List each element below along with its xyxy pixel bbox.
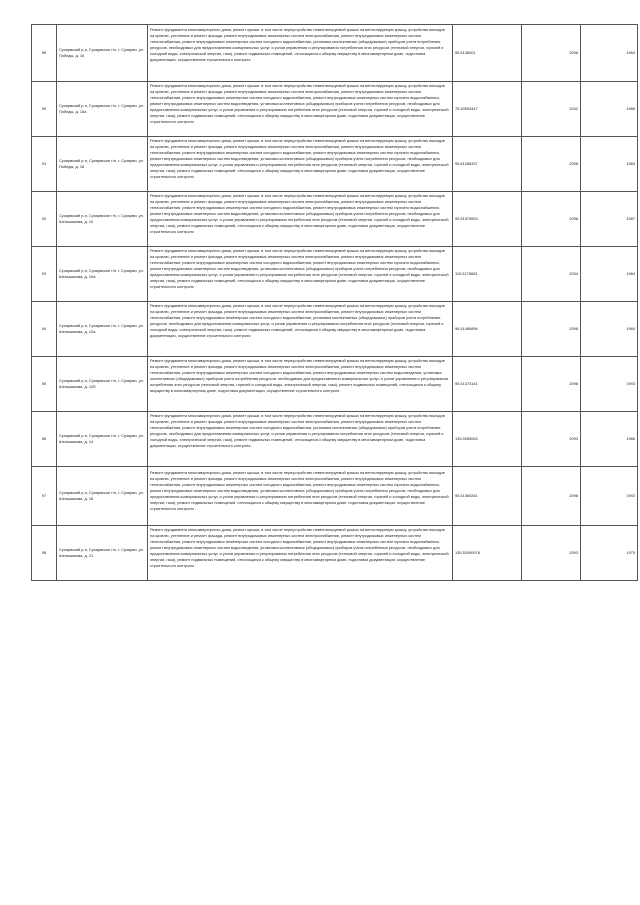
- row-area: 115.5175653: [453, 247, 522, 302]
- row-cost: 2098: [522, 25, 581, 82]
- row-area: 95.51473141: [453, 357, 522, 412]
- row-address: Суоярвский р-н, Суоярвское г/п, г. Суоярви, ул. Победы, д. 16: [57, 25, 148, 82]
- row-cost: 2093: [522, 526, 581, 581]
- row-year: 1986: [581, 412, 638, 467]
- row-cost: 2098: [522, 302, 581, 357]
- row-cost: 2042: [522, 82, 581, 137]
- works-table: [31, 24, 638, 581]
- row-area: 95.51365261: [453, 467, 522, 526]
- row-number: 97: [32, 467, 57, 526]
- row-address: Суоярвский р-н, Суоярвское г/п, г. Суоярви, ул. Победы, д. 16а: [57, 82, 148, 137]
- row-year: 1983: [581, 137, 638, 192]
- row-cost: 2098: [522, 192, 581, 247]
- row-works-text: Ремонт фундамента многоквартирного дома, ремонт крыши, в том числе переустройство невентилируемой крыши на вентилируемую крышу, устройство выходов на кровлю, утепление и ремонт фасада, ремонт внутридомовых инженерных систем электроснабжения, ремонт внутридомовых инженерных систем теплоснабжения, ремонт внутридомовых инженерных систем холодного водоснабжения, ремонт внутридомовых инженерных систем горячего водоснабжения, ремонт внутридомовых инженерных систем водоотведения, установка коллективных (общедомовых) приборов учета потребления ресурсов, необходимых для предоставления коммунальных услуг, и узлов управления и регулирования потребления этих ресурсов (тепловой энергии, горячей и холодной воды, электрической энергии, газа), ремонт подвальных помещений, относящихся к общему имуществу в многоквартирном доме, подготовка документации, осуществление строительного контроля: [150, 83, 449, 124]
- row-works-text: Ремонт фундамента многоквартирного дома, ремонт крыши, в том числе переустройство невентилируемой крыши на вентилируемую крышу, устройство выходов на кровлю, утепление и ремонт фасада, ремонт внутридомовых инженерных систем электроснабжения, ремонт внутридомовых инженерных систем теплоснабжения, ремонт внутридомовых инженерных систем холодного водоснабжения, установка коллективных (общедомовых) приборов учета потребления ресурсов, необходимых для предоставления коммунальных услуг, и узлов управления и регулирования потребления этих ресурсов (тепловой энергии, горячей и холодной воды, электрической энергии, газа), ремонт подвальных помещений, относящихся к общему имуществу в многоквартирном доме, подготовка документации, осуществление строительного контроля: [150, 27, 445, 62]
- row-area: 135.52950976: [453, 526, 522, 581]
- row-year: 1993: [581, 357, 638, 412]
- row-cost: 2098: [522, 357, 581, 412]
- row-works-text: Ремонт фундамента многоквартирного дома, ремонт крыши, в том числе переустройство невентилируемой крыши на вентилируемую крышу, устройство выходов на кровлю, утепление и ремонт фасада, ремонт внутридомовых инженерных систем электроснабжения, ремонт внутридомовых инженерных систем теплоснабжения, ремонт внутридомовых инженерных систем холодного водоснабжения, установка коллективных (общедомовых) приборов учета потребления ресурсов, необходимых для предоставления коммунальных услуг, и узлов управления и регулирования потребления этих ресурсов (тепловой энергии, горячей и холодной воды, электрической энергии, газа), ремонт подвальных помещений, относящихся к общему имуществу в многоквартирном доме, подготовка документации, осуществление строительного контроля: [150, 413, 445, 448]
- table-row: [32, 25, 638, 82]
- table-row: [32, 302, 638, 357]
- row-address: Суоярвский р-н, Суоярвское г/п, г. Суоярви, ул. Победы, д. 18: [57, 137, 148, 192]
- table-row: [32, 526, 638, 581]
- row-address: Суоярвский р-н, Суоярвское г/п, г. Суоярви, ул. Шельшакова, д. 21: [57, 526, 148, 581]
- row-number: 94: [32, 302, 57, 357]
- row-address: Суоярвский р-н, Суоярвское г/п, г. Суоярви, ул. Шельшакова, д. 10: [57, 192, 148, 247]
- table-row: [32, 247, 638, 302]
- row-works-text: Ремонт фундамента многоквартирного дома, ремонт крыши, в том числе переустройство невентилируемой крыши на вентилируемую крышу, устройство выходов на кровлю, утепление и ремонт фасада, ремонт внутридомовых инженерных систем электроснабжения, ремонт внутридомовых инженерных систем теплоснабжения, ремонт внутридомовых инженерных систем холодного водоснабжения, ремонт внутридомовых инженерных систем горячего водоснабжения, ремонт внутридомовых инженерных систем водоотведения, установка коллективных (общедомовых) приборов учета потребления ресурсов, необходимых для предоставления коммунальных услуг, и узлов управления и регулирования потребления этих ресурсов (тепловой энергии, горячей и холодной воды, электрической энергии, газа), ремонт подвальных помещений, относящихся к общему имуществу в многоквартирном доме, подготовка документации, осуществление строительного контроля: [150, 193, 449, 234]
- row-address: Суоярвский р-н, Суоярвское г/п, г. Суоярви, ул. Шельшакова, д. 14: [57, 412, 148, 467]
- row-works-text: Ремонт фундамента многоквартирного дома, ремонт крыши, в том числе переустройство невентилируемой крыши на вентилируемую крышу, устройство выходов на кровлю, утепление и ремонт фасада, ремонт внутридомовых инженерных систем электроснабжения, ремонт внутридомовых инженерных систем теплоснабжения, ремонт внутридомовых инженерных систем холодного водоснабжения, ремонт внутридомовых инженерных систем горячего водоснабжения, ремонт внутридомовых инженерных систем водоотведения, установка коллективных (общедомовых) приборов учета потребления ресурсов, необходимых для предоставления коммунальных услуг, и узлов управления и регулирования потребления этих ресурсов (тепловой энергии, горячей и холодной воды, электрической энергии, газа), ремонт подвальных помещений, относящихся к общему имуществу в многоквартирном доме, подготовка документации, осуществление строительного контроля: [150, 527, 449, 568]
- row-works-text: Ремонт фундамента многоквартирного дома, ремонт крыши, в том числе переустройство невентилируемой крыши на вентилируемую крышу, устройство выходов на кровлю, утепление и ремонт фасада, ремонт внутридомовых инженерных систем электроснабжения, ремонт внутридомовых инженерных систем теплоснабжения, ремонт внутридомовых инженерных систем холодного водоснабжения, ремонт внутридомовых инженерных систем горячего водоснабжения, ремонт внутридомовых инженерных систем водоотведения, установка коллективных (общедомовых) приборов учета потребления ресурсов, необходимых для предоставления коммунальных услуг, и узлов управления и регулирования потребления этих ресурсов (тепловой энергии, горячей и холодной воды, электрической энергии, газа), ремонт подвальных помещений, относящихся к общему имуществу в многоквартирном доме, подготовка документации, осуществление строительного контроля: [150, 470, 449, 511]
- row-address: Суоярвский р-н, Суоярвское г/п, г. Суоярви, ул. Шельшакова, д. 12б: [57, 357, 148, 412]
- row-year: 1960: [581, 302, 638, 357]
- row-works: [148, 302, 453, 357]
- row-area: 95.51579653: [453, 192, 522, 247]
- row-number: 93: [32, 247, 57, 302]
- row-works: [148, 192, 453, 247]
- row-number: 92: [32, 192, 57, 247]
- row-number: 96: [32, 412, 57, 467]
- row-works: [148, 137, 453, 192]
- row-cost: 2098: [522, 137, 581, 192]
- row-address: Суоярвский р-н, Суоярвское г/п, г. Суоярви, ул. Шельшакова, д. 12а: [57, 302, 148, 357]
- table-row: [32, 412, 638, 467]
- row-year: 1975: [581, 526, 638, 581]
- row-area: 95.6138001: [453, 25, 522, 82]
- row-works-text: Ремонт фундамента многоквартирного дома, ремонт крыши, в том числе переустройство невентилируемой крыши на вентилируемую крышу, устройство выходов на кровлю, утепление и ремонт фасада, ремонт внутридомовых инженерных систем электроснабжения, ремонт внутридомовых инженерных систем теплоснабжения, ремонт внутридомовых инженерных систем холодного водоснабжения, ремонт внутридомовых инженерных систем водоотведения, установка коллективных (общедомовых) приборов учета потребления ресурсов, необходимых для предоставления коммунальных услуг, и узлов управления и регулирования потребления этих ресурсов (тепловой энергии, горячей и холодной воды, электрической энергии, газа), ремонт подвальных помещений, относящихся к общему имуществу в многоквартирном доме, подготовка документации, осуществление строительного контроля: [150, 358, 448, 393]
- row-area: 135.5265063: [453, 412, 522, 467]
- row-works: [148, 25, 453, 82]
- row-address: Суоярвский р-н, Суоярвское г/п, г. Суоярви, ул. Шельшакова, д. 18: [57, 467, 148, 526]
- row-year: 1987: [581, 192, 638, 247]
- row-works-text: Ремонт фундамента многоквартирного дома, ремонт крыши, в том числе переустройство невентилируемой крыши на вентилируемую крышу, устройство выходов на кровлю, утепление и ремонт фасада, ремонт внутридомовых инженерных систем электроснабжения, ремонт внутридомовых инженерных систем теплоснабжения, ремонт внутридомовых инженерных систем холодного водоснабжения, ремонт внутридомовых инженерных систем горячего водоснабжения, ремонт внутридомовых инженерных систем водоотведения, установка коллективных (общедомовых) приборов учета потребления ресурсов, необходимых для предоставления коммунальных услуг, и узлов управления и регулирования потребления этих ресурсов (тепловой энергии, горячей и холодной воды, электрической энергии, газа), ремонт подвальных помещений, относящихся к общему имуществу в многоквартирном доме, подготовка документации, осуществление строительного контроля: [150, 248, 449, 289]
- row-works: [148, 467, 453, 526]
- table-row: [32, 137, 638, 192]
- table-row: [32, 192, 638, 247]
- row-year: 1984: [581, 247, 638, 302]
- row-works-text: Ремонт фундамента многоквартирного дома, ремонт крыши, в том числе переустройство невентилируемой крыши на вентилируемую крышу, устройство выходов на кровлю, утепление и ремонт фасада, ремонт внутридомовых инженерных систем электроснабжения, ремонт внутридомовых инженерных систем теплоснабжения, ремонт внутридомовых инженерных систем холодного водоснабжения, ремонт внутридомовых инженерных систем горячего водоснабжения, ремонт внутридомовых инженерных систем водоотведения, установка коллективных (общедомовых) приборов учета потребления ресурсов, необходимых для предоставления коммунальных услуг, и узлов управления и регулирования потребления этих ресурсов (тепловой энергии, горячей и холодной воды, электрической энергии, газа), ремонт подвальных помещений, относящихся к общему имуществу в многоквартирном доме, подготовка документации, осуществление строительного контроля: [150, 138, 449, 179]
- row-cost: 2034: [522, 247, 581, 302]
- row-works-text: Ремонт фундамента многоквартирного дома, ремонт крыши, в том числе переустройство невентилируемой крыши на вентилируемую крышу, устройство выходов на кровлю, утепление и ремонт фасада, ремонт внутридомовых инженерных систем электроснабжения, ремонт внутридомовых инженерных систем теплоснабжения, ремонт внутридомовых инженерных систем холодного водоснабжения, установка коллективных (общедомовых) приборов учета потребления ресурсов, необходимых для предоставления коммунальных услуг, и узлов управления и регулирования потребления этих ресурсов (тепловой энергии, горячей и холодной воды, электрической энергии, газа), ремонт подвальных помещений, относящихся к общему имуществу в многоквартирном доме, подготовка документации, осуществление строительного контроля: [150, 303, 445, 338]
- row-works: [148, 412, 453, 467]
- row-year: 1984: [581, 25, 638, 82]
- row-year: 1992: [581, 467, 638, 526]
- row-number: 91: [32, 137, 57, 192]
- table-row: [32, 467, 638, 526]
- row-area: 96.51466896: [453, 302, 522, 357]
- row-cost: 2098: [522, 467, 581, 526]
- row-number: 89: [32, 25, 57, 82]
- row-cost: 2093: [522, 412, 581, 467]
- row-year: 1988: [581, 82, 638, 137]
- row-number: 90: [32, 82, 57, 137]
- row-number: 98: [32, 526, 57, 581]
- table-row: [32, 357, 638, 412]
- table-row: [32, 82, 638, 137]
- row-area: 95.61286337: [453, 137, 522, 192]
- row-number: 95: [32, 357, 57, 412]
- row-area: 75.50593447: [453, 82, 522, 137]
- row-address: Суоярвский р-н, Суоярвское г/п, г. Суоярви, ул. Шельшакова, д. 10а: [57, 247, 148, 302]
- row-works: [148, 247, 453, 302]
- row-works: [148, 526, 453, 581]
- row-works: [148, 357, 453, 412]
- row-works: [148, 82, 453, 137]
